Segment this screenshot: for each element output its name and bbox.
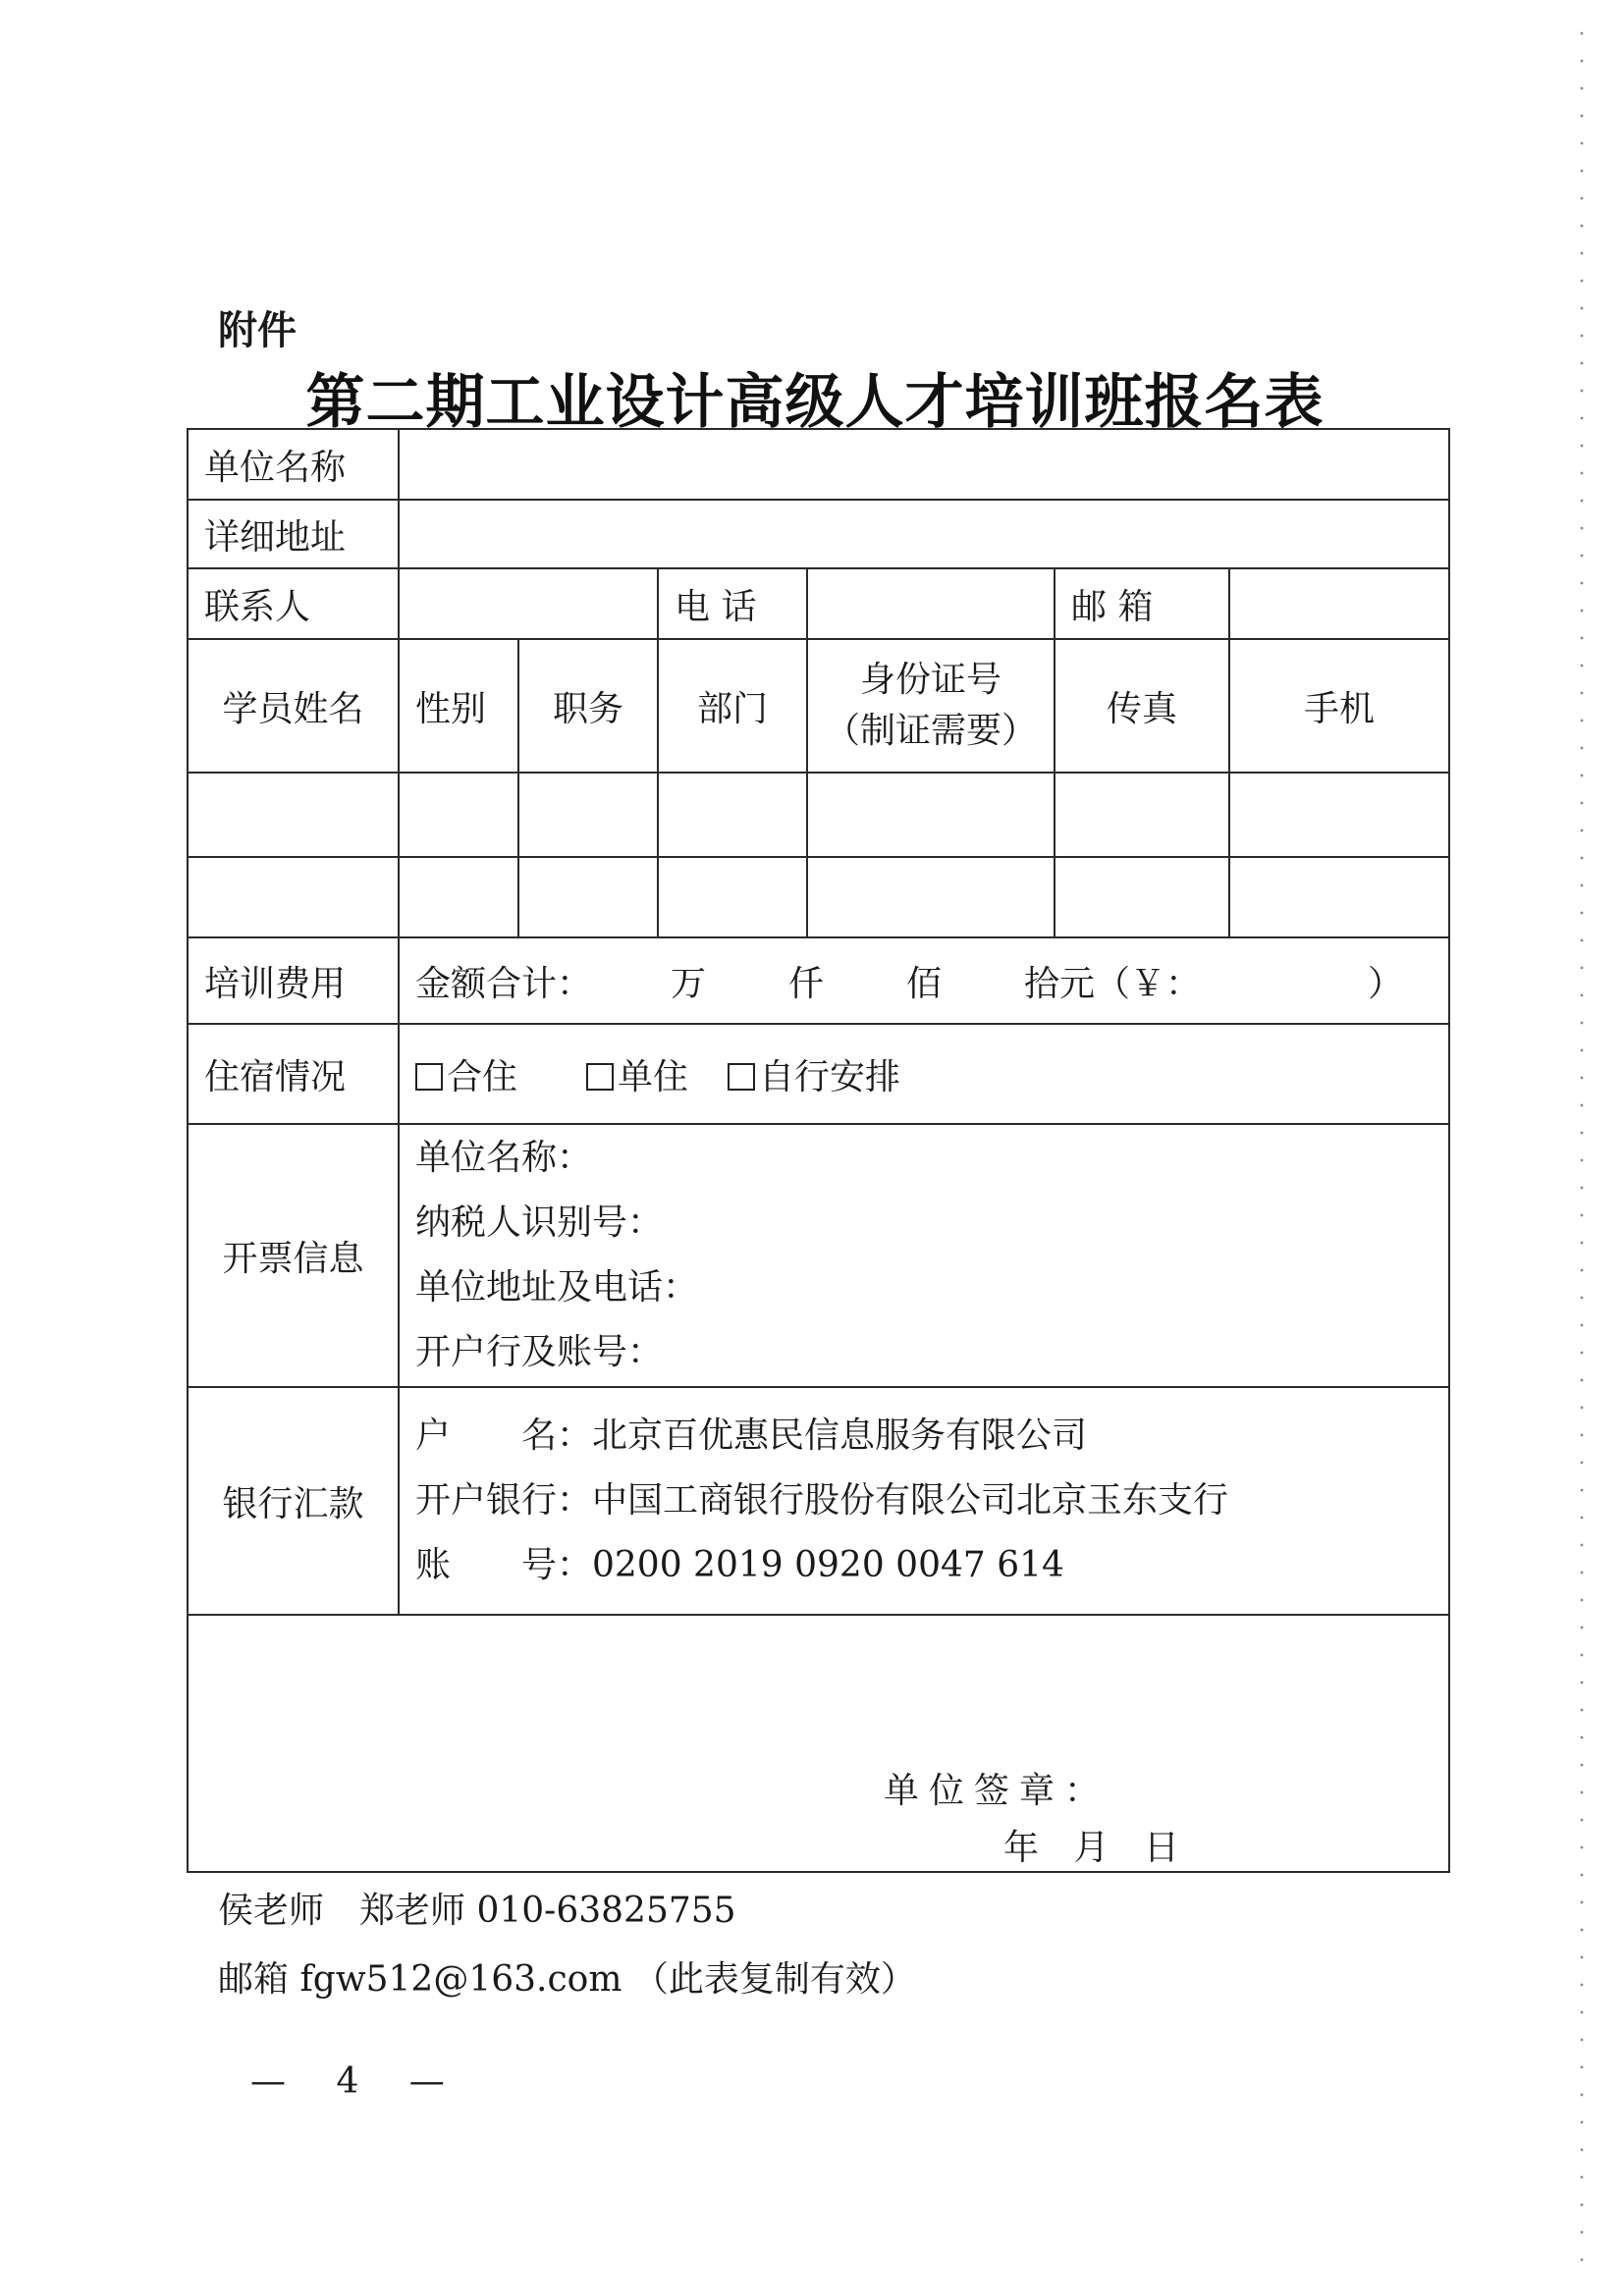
department-cell[interactable]	[658, 857, 807, 937]
bank-account-number: 账 号：0200 2019 0920 0047 614	[415, 1545, 1064, 1585]
bank-branch: 开户银行：中国工商银行股份有限公司北京玉东支行	[415, 1480, 1229, 1521]
position-cell[interactable]	[518, 773, 658, 857]
seal-label: 单位签章：	[884, 1771, 1110, 1811]
fee-field[interactable]	[399, 937, 1449, 1024]
department-cell[interactable]	[658, 773, 807, 857]
mobile-cell[interactable]	[1229, 857, 1449, 937]
col-student-name: 学员姓名	[188, 639, 399, 773]
col-mobile: 手机	[1229, 639, 1449, 773]
bank-label: 银行汇款	[188, 1387, 399, 1615]
fee-label: 培训费用	[188, 937, 399, 1024]
fee-total-label: 金额合计：	[415, 963, 593, 1004]
invoice-line: 单位名称：	[415, 1138, 593, 1178]
signature-area[interactable]	[188, 1615, 1449, 1872]
contact-label: 联系人	[188, 568, 399, 639]
form-title: 第二期工业设计高级人才培训班报名表	[305, 368, 1325, 437]
invoice-line: 纳税人识别号：	[415, 1202, 664, 1243]
option-single[interactable]: 单住	[586, 1057, 688, 1097]
id-number-cell[interactable]	[807, 857, 1055, 937]
accommodation-label: 住宿情况	[188, 1024, 399, 1124]
col-gender: 性别	[399, 639, 518, 773]
row-student-header	[188, 639, 1449, 773]
col-department: 部门	[658, 639, 807, 773]
checkbox-icon[interactable]	[728, 1063, 755, 1091]
checkbox-icon[interactable]	[586, 1063, 614, 1091]
fee-bai: 佰	[906, 963, 943, 1004]
address-label: 详细地址	[188, 500, 399, 568]
invoice-line: 单位地址及电话：	[415, 1267, 699, 1308]
student-row	[188, 857, 1449, 937]
unit-name-label: 单位名称	[188, 429, 399, 500]
date-label: 年 月 日	[1003, 1828, 1179, 1868]
col-id-number	[807, 639, 1055, 773]
fee-qian: 仟	[788, 963, 825, 1004]
unit-name-field[interactable]	[399, 429, 1449, 500]
bank-account-name: 户 名：北京百优惠民信息服务有限公司	[415, 1415, 1088, 1456]
col-position: 职务	[518, 639, 658, 773]
student-row	[188, 773, 1449, 857]
id-number-cell[interactable]	[807, 773, 1055, 857]
student-name-cell[interactable]	[188, 857, 399, 937]
mobile-cell[interactable]	[1229, 773, 1449, 857]
fee-wan: 万	[671, 963, 707, 1004]
row-address	[188, 500, 1449, 568]
row-accommodation	[188, 1024, 1449, 1124]
student-name-cell[interactable]	[188, 773, 399, 857]
row-contact	[188, 568, 1449, 639]
attachment-label: 附件	[218, 308, 297, 353]
invoice-line: 开户行及账号：	[415, 1332, 664, 1372]
fee-close: ）	[1368, 963, 1404, 1004]
gender-cell[interactable]	[399, 857, 518, 937]
position-cell[interactable]	[518, 857, 658, 937]
option-shared[interactable]: 合住	[415, 1057, 517, 1097]
contact-field[interactable]	[399, 568, 658, 639]
row-unit-name	[188, 429, 1449, 500]
footer-contacts: 侯老师 郑老师 010-63825755	[218, 1891, 736, 1931]
col-fax: 传真	[1055, 639, 1229, 773]
phone-field[interactable]	[807, 568, 1055, 639]
email-field[interactable]	[1229, 568, 1449, 639]
row-fee	[188, 937, 1449, 1024]
row-invoice	[188, 1124, 1449, 1387]
gender-cell[interactable]	[399, 773, 518, 857]
row-bank	[188, 1387, 1449, 1615]
id-number-note: （制证需要）	[824, 711, 1037, 751]
email-label: 邮 箱	[1055, 568, 1229, 639]
fax-cell[interactable]	[1055, 773, 1229, 857]
fee-shi: 拾元（￥：	[1024, 963, 1202, 1004]
checkbox-icon[interactable]	[415, 1063, 443, 1091]
id-number-label: 身份证号	[859, 659, 1001, 700]
page-number: — 4 —	[250, 2061, 464, 2102]
page-edge-dots	[1580, 20, 1584, 2276]
address-field[interactable]	[399, 500, 1449, 568]
registration-form	[187, 428, 1450, 1873]
row-signature	[188, 1615, 1449, 1872]
footer-email-note: 邮箱 fgw512@163.com （此表复制有效）	[218, 1959, 916, 2000]
fax-cell[interactable]	[1055, 857, 1229, 937]
phone-label: 电 话	[658, 568, 807, 639]
invoice-label: 开票信息	[188, 1124, 399, 1387]
bank-info	[399, 1387, 1449, 1615]
option-self-arranged[interactable]: 自行安排	[728, 1057, 900, 1097]
accommodation-options	[399, 1024, 1449, 1124]
invoice-fields[interactable]	[399, 1124, 1449, 1387]
